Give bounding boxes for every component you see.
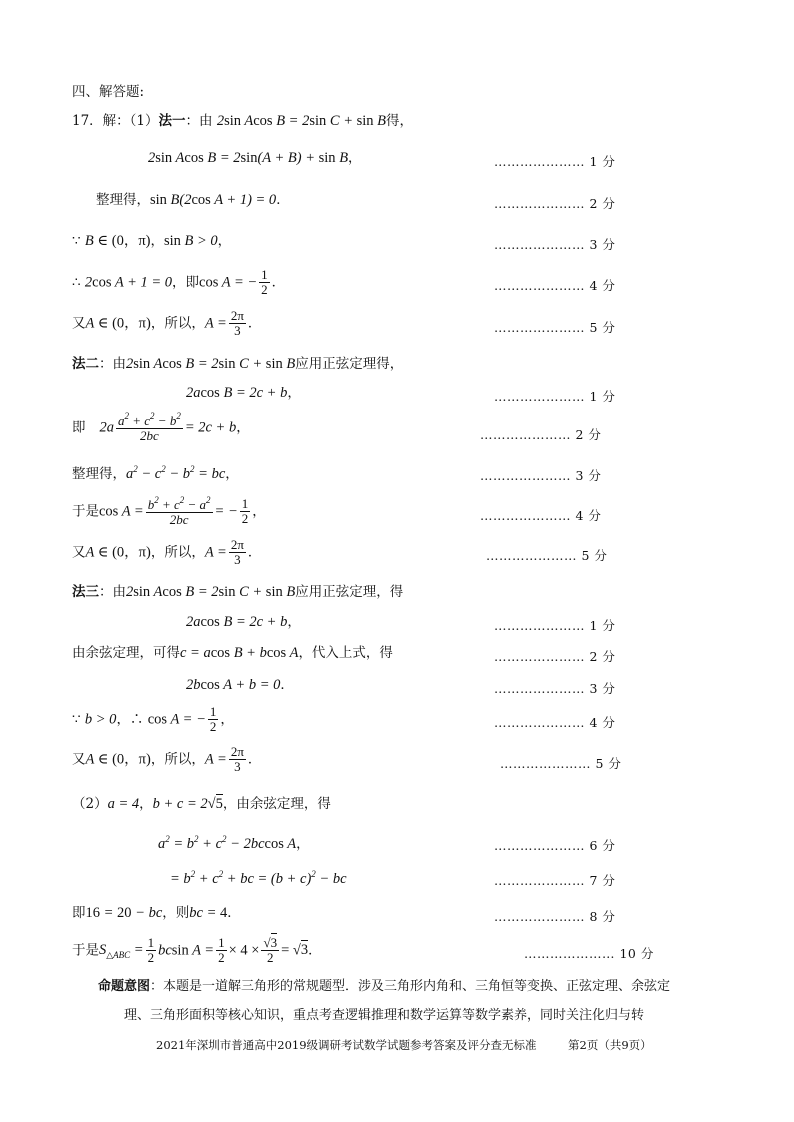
m2-eq3: 整理得，$a^2 - c^2 - b^2$ = bc，: [72, 464, 239, 482]
score-m2-1: ………………… 1 分: [494, 389, 616, 404]
m1-eq2: 整理得，sin B(2cos A + 1) = 0．: [96, 192, 290, 208]
score-m2-3: ………………… 3 分: [480, 468, 602, 483]
m2-eq5: 又A ∈ (0，π)，所以，A = $\frac{2\pi}{3}$ ．: [72, 537, 262, 568]
m3-eq5: 又A ∈ (0，π)，所以，A = $\frac{2\pi}{3}$ ．: [72, 744, 262, 775]
part2-intro: （2）a = 4，b + c = 2√5，由余弦定理，得: [72, 796, 331, 812]
score-m3-4: ………………… 4 分: [494, 715, 616, 730]
m3-eq1: 2acos B = 2c + b，: [186, 614, 301, 630]
method3-label: 法三: [72, 584, 99, 600]
score-m3-1: ………………… 1 分: [494, 618, 616, 633]
p2-eq3: 即16 = 20 − bc，则bc = 4．: [72, 905, 241, 921]
p2-eq1: $a^2 = b^2 + c^2 - 2bccos$ A，: [158, 834, 310, 852]
m1-eq1: 2sin Acos B = 2sin(A + B) + sin B，: [148, 150, 362, 166]
score-m2-2: ………………… 2 分: [480, 427, 602, 442]
score-2: ………………… 2 分: [494, 196, 616, 211]
intent-line1: 命题意图：本题是一道解三角形的常规题型．涉及三角形内角和、三角恒等变换、正弦定理、余弦定: [98, 979, 671, 994]
m1-eq5: 又A ∈ (0，π)，所以，A = $\frac{2\pi}{3}$ ．: [72, 308, 262, 339]
p2-eq2: = $b^2 + c^2$ + bc = $(b + c)^2$ − bc: [170, 869, 347, 887]
score-m3-3: ………………… 3 分: [494, 681, 616, 696]
section-title: 四、解答题:: [72, 84, 145, 100]
m3-eq4: ∵ b > 0，∴ cos A = − $\frac{1}{2}$ ，: [72, 704, 234, 735]
m1-eq3: ∵ B ∈ (0，π)，sin B > 0，: [72, 233, 232, 249]
m2-eq2: 即 2a $\frac{a^2 + c^2 - b^2}{2bc}$ = 2c + b，: [72, 411, 250, 444]
method1-label: 法一: [158, 113, 186, 129]
intent-line2: 理、三角形面积等核心知识，重点考查逻辑推理和数学运算等数学素养，同时关注化归与转: [124, 1008, 645, 1023]
m2-eq4: 于是cos A = $\frac{b^2 + c^2 - a^2}{2bc}$ = − $\frac{1}{2}$ ，: [72, 495, 266, 528]
score-1: ………………… 1 分: [494, 154, 616, 169]
m3-eq2: 由余弦定理，可得c = acos B + bcos A，代入上式，得: [72, 645, 393, 661]
score-10: ………………… 10 分: [524, 946, 654, 961]
footer-left: 2021年深圳市普通高中2019级调研考试数学试题参考答案及评分查无标准: [156, 1038, 537, 1052]
intent-label: 命题意图: [98, 979, 151, 994]
p2-eq4: 于是$S_{\triangle ABC}$ = $\frac{1}{2}$ bcsin A = $\frac{1}{2}$ × 4 × $\frac{√3}{2}$ = √3．: [72, 935, 322, 966]
score-m2-5: ………………… 5 分: [486, 548, 608, 563]
q17-method3-intro: 法三：由2sin Acos B = 2sin C + sin B应用正弦定理，得: [72, 584, 404, 600]
footer-page: 第2页（共9页）: [568, 1038, 652, 1052]
method2-label: 法二: [72, 356, 99, 372]
score-4: ………………… 4 分: [494, 278, 616, 293]
score-m3-2: ………………… 2 分: [494, 649, 616, 664]
score-m3-5: ………………… 5 分: [500, 756, 622, 771]
score-5: ………………… 5 分: [494, 320, 616, 335]
m1-eq4: ∴ 2cos A + 1 = 0，即cos A = − $\frac{1}{2}$ ．: [72, 267, 286, 298]
score-6: ………………… 6 分: [494, 838, 616, 853]
m3-eq3: 2bcos A + b = 0．: [186, 677, 294, 693]
score-3: ………………… 3 分: [494, 237, 616, 252]
score-m2-4: ………………… 4 分: [480, 508, 602, 523]
score-8: ………………… 8 分: [494, 909, 616, 924]
q17-method2-intro: 法二：由2sin Acos B = 2sin C + sin B应用正弦定理得，: [72, 356, 404, 372]
q17-method1-intro: 17．解：（1）法一：由 2sin Acos B = 2sin C + sin B得，: [72, 113, 414, 129]
m2-eq1: 2acos B = 2c + b，: [186, 385, 301, 401]
score-7: ………………… 7 分: [494, 873, 616, 888]
